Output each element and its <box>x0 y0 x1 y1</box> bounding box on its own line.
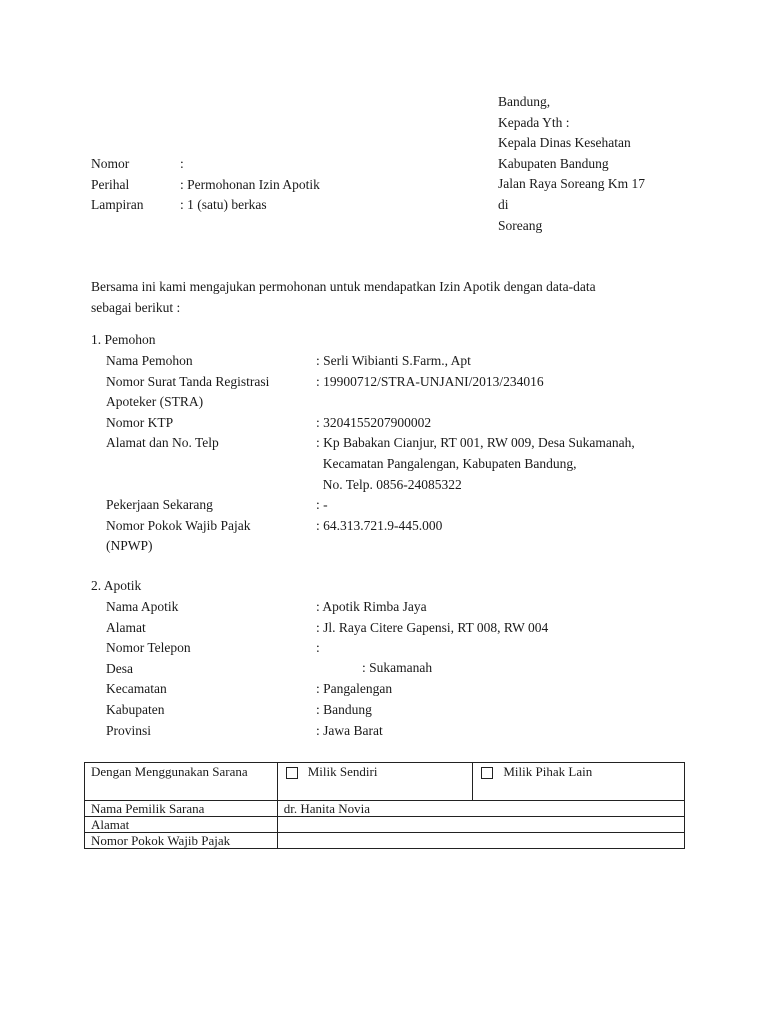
apotik-label: Kabupaten <box>106 701 165 717</box>
recipient-line: Kepala Dinas Kesehatan <box>498 135 631 151</box>
checkbox-milik-sendiri[interactable] <box>286 767 298 779</box>
nomor-label: Nomor <box>91 156 130 171</box>
recipient-line: Kabupaten Bandung <box>498 155 609 171</box>
apotik-label: Provinsi <box>106 722 152 738</box>
lampiran-label: Lampiran <box>91 197 144 213</box>
option-label: Milik Pihak Lain <box>503 764 593 779</box>
apotik-label: Nama Apotik <box>106 599 179 614</box>
pemohon-value: : - <box>316 497 328 513</box>
pemohon-value: : 19900712/STRA-UNJANI/2013/234016 <box>316 373 544 389</box>
recipient-line: Kepada Yth : <box>498 114 570 130</box>
intro-paragraph <box>91 277 596 318</box>
table-cell-label: Nama Pemilik Sarana <box>85 801 278 817</box>
apotik-label: Desa <box>106 660 133 676</box>
apotik-value: : <box>316 640 320 656</box>
pemohon-value: : Kp Babakan Cianjur, RT 001, RW 009, Desa Sukamanah, <box>316 435 635 451</box>
recipient-block <box>498 92 645 236</box>
pemohon-labels <box>106 351 269 557</box>
perihal-label: Perihal <box>91 176 130 192</box>
apotik-label: Kecamatan <box>106 681 167 697</box>
pemohon-value: : 3204155207900002 <box>316 414 432 430</box>
pemohon-label: Nomor Pokok Wajib Pajak <box>106 517 251 533</box>
table-cell-label: Nomor Pokok Wajib Pajak <box>85 833 278 849</box>
pemohon-value: Kecamatan Pangalengan, Kabupaten Bandung, <box>316 455 577 471</box>
letter-header-labels <box>91 154 143 216</box>
apotik-value: : Bandung <box>316 701 372 717</box>
pemohon-value <box>316 392 635 413</box>
recipient-line: Jalan Raya Soreang Km 17 <box>498 176 645 192</box>
checkbox-milik-pihak-lain[interactable] <box>481 767 493 779</box>
apotik-label: Nomor Telepon <box>106 640 191 656</box>
sarana-table <box>84 762 685 849</box>
pemohon-label: Nomor KTP <box>106 414 174 430</box>
recipient-line: di <box>498 196 509 212</box>
pemohon-label: Nama Pemohon <box>106 353 193 368</box>
pemohon-value: : Serli Wibianti S.Farm., Apt <box>316 353 471 368</box>
apotik-label: Alamat <box>106 619 146 635</box>
table-cell-value <box>277 833 684 849</box>
table-row <box>85 801 685 817</box>
pemohon-value: : 64.313.721.9-445.000 <box>316 517 443 533</box>
apotik-labels <box>106 597 191 741</box>
desa-value: : Sukamanah <box>362 660 433 675</box>
pemohon-heading: 1. Pemohon <box>91 332 156 347</box>
sarana-label: Dengan Menggunakan Sarana <box>91 764 248 779</box>
pemohon-value: No. Telp. 0856-24085322 <box>316 476 462 492</box>
apotik-heading: 2. Apotik <box>91 578 142 593</box>
table-cell-value <box>277 817 684 833</box>
recipient-line: Soreang <box>498 217 543 233</box>
pemohon-label: Nomor Surat Tanda Registrasi <box>106 373 270 389</box>
pemohon-label <box>106 454 269 475</box>
recipient-line: Bandung, <box>498 94 551 109</box>
option-label: Milik Sendiri <box>307 764 378 779</box>
perihal-value: : Permohonan Izin Apotik <box>180 176 320 192</box>
pemohon-label: Apoteker (STRA) <box>106 394 204 410</box>
intro-line: sebagai berikut : <box>91 299 181 315</box>
pemohon-label: Pekerjaan Sekarang <box>106 497 213 513</box>
pemohon-label: (NPWP) <box>106 538 153 554</box>
letter-header-values <box>180 154 320 216</box>
apotik-value: : Jawa Barat <box>316 722 383 738</box>
table-cell-label: Alamat <box>85 817 278 833</box>
table-row <box>85 763 685 801</box>
apotik-value: : Apotik Rimba Jaya <box>316 599 427 614</box>
table-cell-value: dr. Hanita Novia <box>277 801 684 817</box>
sarana-label-cell <box>85 763 278 801</box>
pemohon-values <box>316 351 635 557</box>
pemohon-label: Alamat dan No. Telp <box>106 435 219 451</box>
pemohon-label <box>106 475 269 496</box>
apotik-value: : Jl. Raya Citere Gapensi, RT 008, RW 004 <box>316 619 549 635</box>
apotik-value: : Pangalengan <box>316 681 393 697</box>
table-row <box>85 817 685 833</box>
lampiran-value: : 1 (satu) berkas <box>180 197 267 213</box>
pemohon-value <box>316 536 635 557</box>
option-milik-sendiri[interactable] <box>277 763 473 801</box>
apotik-value <box>316 659 548 680</box>
intro-line: Bersama ini kami mengajukan permohonan untuk mendapatkan Izin Apotik dengan data-data <box>91 279 596 294</box>
option-milik-pihak-lain[interactable] <box>473 763 685 801</box>
apotik-values <box>316 597 548 741</box>
nomor-value: : <box>180 156 184 171</box>
table-row <box>85 833 685 849</box>
